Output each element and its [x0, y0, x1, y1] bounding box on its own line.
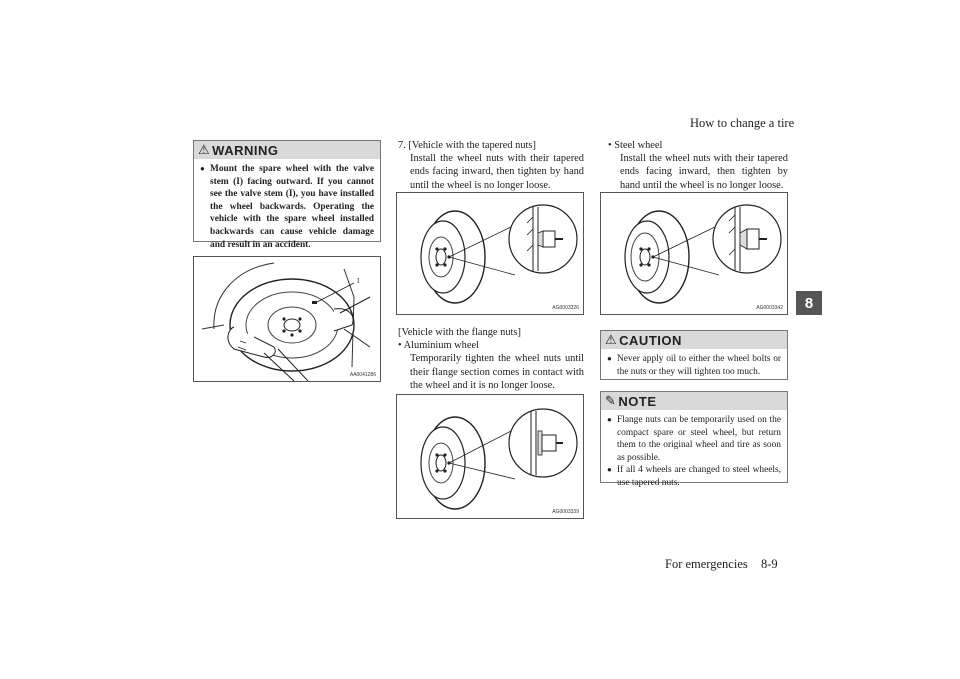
- figure-spare-mount: [193, 256, 381, 382]
- warning-header: [194, 141, 380, 159]
- figure-flange-nut: [396, 394, 584, 519]
- flange-text: Temporarily tighten the wheel nuts until their flange section comes in contact with the wheel and it is no longer loose.: [410, 353, 584, 391]
- steel-wheel-subheading: • Steel wheel: [608, 140, 663, 151]
- warning-label: WARNING: [212, 142, 279, 158]
- list-item: [607, 464, 781, 489]
- flange-nut-illustration: [397, 395, 583, 518]
- figure-tapered-nut: [396, 192, 584, 315]
- warning-box: [193, 140, 381, 250]
- spare-wheel-illustration: [194, 257, 380, 381]
- step7-paragraph: [398, 139, 584, 192]
- caution-box: [600, 330, 788, 380]
- note-header: [601, 392, 787, 410]
- steel-paragraph: [608, 139, 788, 192]
- steel-wheel-illustration: [601, 193, 787, 314]
- footer-section: For emergencies: [665, 557, 748, 571]
- caution-text: Never apply oil to either the wheel bolts or the nuts or they will tighten too much.: [617, 354, 781, 377]
- figure-code: AA0041286: [349, 372, 376, 378]
- figure-code: AG0003326: [552, 305, 579, 311]
- flange-paragraph: [398, 326, 584, 392]
- pen-note-icon: ✎: [605, 393, 617, 408]
- note-label: NOTE: [618, 393, 657, 409]
- step7-text: Install the wheel nuts with their tapered ends facing inward, then tighten by hand until the wheel is no longer loose.: [410, 153, 584, 191]
- steel-text: Install the wheel nuts with their tapered ends facing inward, then tighten by hand until the wheel is no longer loose.: [620, 153, 788, 191]
- step7-heading: 7. [Vehicle with the tapered nuts]: [398, 140, 536, 151]
- caution-header: [601, 331, 787, 349]
- caution-triangle-icon: ⚠: [605, 332, 618, 347]
- footer-page-number: 8-9: [761, 557, 778, 571]
- aluminium-wheel-subheading: • Aluminium wheel: [398, 340, 479, 352]
- bullet-icon: ●: [200, 164, 205, 173]
- tapered-nut-illustration: [397, 193, 583, 314]
- bullet-icon: ●: [607, 465, 612, 475]
- bullet-icon: ●: [607, 354, 612, 363]
- flange-heading: [Vehicle with the flange nuts]: [398, 327, 521, 338]
- chapter-tab: 8: [796, 291, 822, 315]
- note-box: [600, 391, 788, 488]
- note-item-text: Flange nuts can be temporarily used on the compact spare or steel wheel, but return them to the original wheel and tire as soon as possible.: [617, 415, 781, 463]
- figure-steel-wheel: [600, 192, 788, 315]
- warning-triangle-icon: ⚠: [198, 142, 211, 157]
- page-header-title: How to change a tire: [690, 116, 795, 130]
- caution-label: CAUTION: [619, 332, 682, 348]
- warning-text: Mount the spare wheel with the valve stem (I) facing outward. If you cannot see the valve stem (I), you have installed the wheel backwards. Operating the vehicle with the spare wheel installed backwards can cause vehicle damage and result in an accident.: [210, 164, 374, 250]
- note-item-text: If all 4 wheels are changed to steel wheels, use tapered nuts.: [617, 465, 781, 488]
- figure-code: AG0003339: [552, 509, 579, 515]
- list-item: [607, 414, 781, 464]
- figure-code: AG0003342: [756, 305, 783, 311]
- valve-stem-callout: I: [357, 277, 360, 285]
- bullet-icon: ●: [607, 415, 612, 424]
